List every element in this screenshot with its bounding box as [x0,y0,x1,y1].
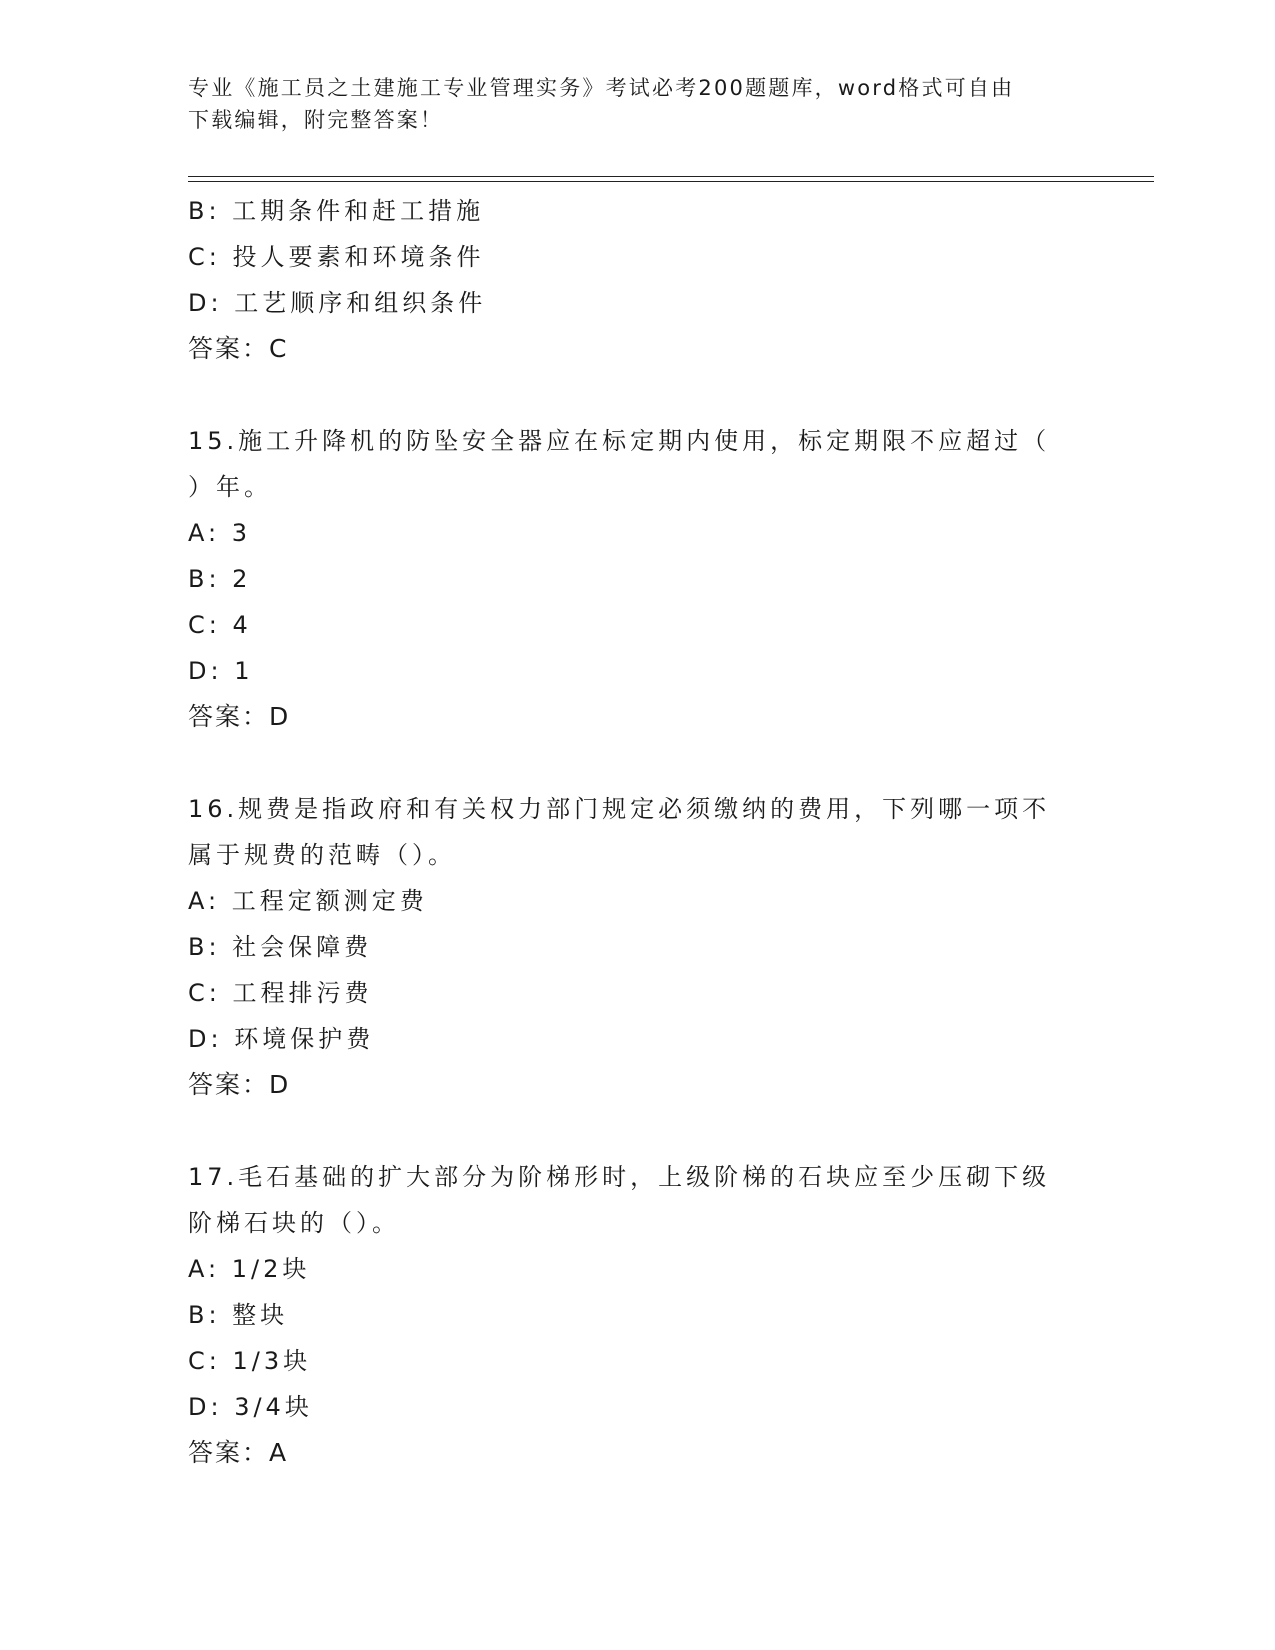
option-c: C: 投人要素和环境条件 [188,243,485,271]
header-rule-bottom [188,181,1154,182]
answer-line: 答案：D [188,702,291,731]
option-d: D: 环境保护费 [188,1025,375,1053]
option-d: D: 3/4块 [188,1393,313,1421]
option-a: A: 工程定额测定费 [188,887,428,915]
prev-question-block [188,188,1088,372]
header-line-2: 下载编辑，附完整答案！ [188,108,444,132]
option-b: B: 整块 [188,1301,289,1329]
question-text-line-1: 16.规费是指政府和有关权力部门规定必须缴纳的费用，下列哪一项不 [188,795,1051,823]
question-16 [188,786,1088,1108]
question-content [188,188,1088,1476]
option-a: A: 3 [188,519,251,547]
spacer [188,372,1088,418]
question-15 [188,418,1088,740]
option-d: D: 工艺顺序和组织条件 [188,289,487,317]
answer-line: 答案：C [188,334,289,363]
option-c: C: 工程排污费 [188,979,373,1007]
header-line-1: 专业《施工员之土建施工专业管理实务》考试必考200题题库，word格式可自由 [188,76,1015,100]
document-header [188,72,1088,136]
option-b: B: 2 [188,565,252,593]
option-c: C: 1/3块 [188,1347,312,1375]
answer-line: 答案：D [188,1070,291,1099]
spacer [188,740,1088,786]
question-17 [188,1154,1088,1476]
question-text-line-1: 17.毛石基础的扩大部分为阶梯形时，上级阶梯的石块应至少压砌下级 [188,1163,1051,1191]
option-b: B: 社会保障费 [188,933,373,961]
question-text-line-2: ）年。 [188,473,272,501]
answer-line: 答案：A [188,1438,289,1467]
spacer [188,1108,1088,1154]
option-c: C: 4 [188,611,252,639]
header-rule-top [188,176,1154,177]
option-a: A: 1/2块 [188,1255,311,1283]
question-text-line-1: 15.施工升降机的防坠安全器应在标定期内使用，标定期限不应超过（ [188,427,1051,455]
question-text-line-2: 属于规费的范畴（）。 [188,841,456,869]
option-b: B: 工期条件和赶工措施 [188,197,485,225]
question-text-line-2: 阶梯石块的（）。 [188,1209,400,1237]
option-d: D: 1 [188,657,254,685]
